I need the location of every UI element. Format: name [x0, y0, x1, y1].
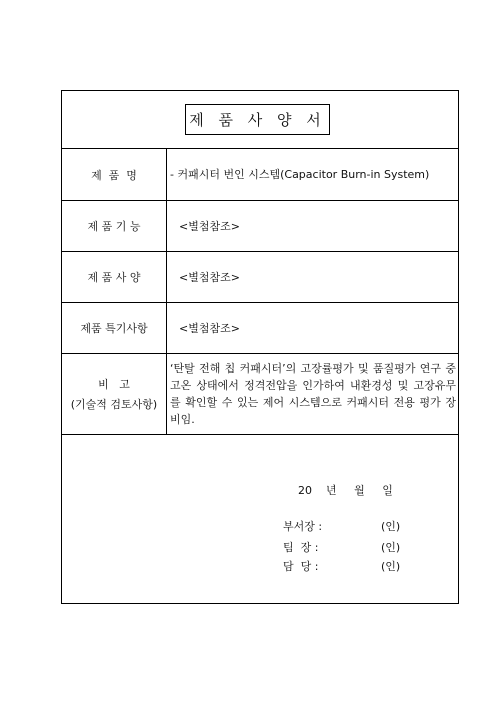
- spec-table: [61, 148, 459, 435]
- row-label-function: 제 품 기 능: [62, 201, 167, 252]
- table-row: [62, 149, 459, 201]
- signature-role-staff: 담 당 :: [283, 560, 319, 573]
- signature-seal-staff: (인): [381, 560, 401, 573]
- row-label-product-name: 제 품 명: [62, 149, 167, 201]
- row-value-function: <별첨참조>: [167, 201, 459, 252]
- document-title: 제 품 사 양 서: [185, 104, 330, 135]
- table-row: [62, 201, 459, 252]
- signature-role-team-lead: 팀 장 :: [283, 541, 319, 554]
- remarks-sub-label: (기술적 검토사항): [70, 398, 158, 411]
- row-label-special: 제품 특기사항: [62, 303, 167, 354]
- row-value-product-name: - 커패시터 번인 시스템(Capacitor Burn-in System): [167, 149, 459, 201]
- date-line: 20 년 월 일: [298, 484, 393, 497]
- row-label-spec: 제 품 사 양: [62, 252, 167, 303]
- table-row: [62, 252, 459, 303]
- row-value-remarks: ‘탄탈 전해 칩 커패시터’의 고장률평가 및 품질평가 연구 중 고온 상태에서 정격전압을 인가하여 내환경성 및 고장유무를 확인할 수 있는 제어 시스템으로 커패시터 전용 평가 장비임.: [167, 354, 459, 435]
- table-row: [62, 354, 459, 435]
- row-value-special: <별첨참조>: [167, 303, 459, 354]
- row-label-remarks: [62, 354, 167, 435]
- table-row: [62, 303, 459, 354]
- remarks-label: 비 고: [98, 378, 130, 391]
- signature-seal-dept-head: (인): [381, 520, 401, 533]
- signature-role-dept-head: 부서장 :: [283, 520, 323, 533]
- signature-seal-team-lead: (인): [381, 541, 401, 554]
- row-value-spec: <별첨참조>: [167, 252, 459, 303]
